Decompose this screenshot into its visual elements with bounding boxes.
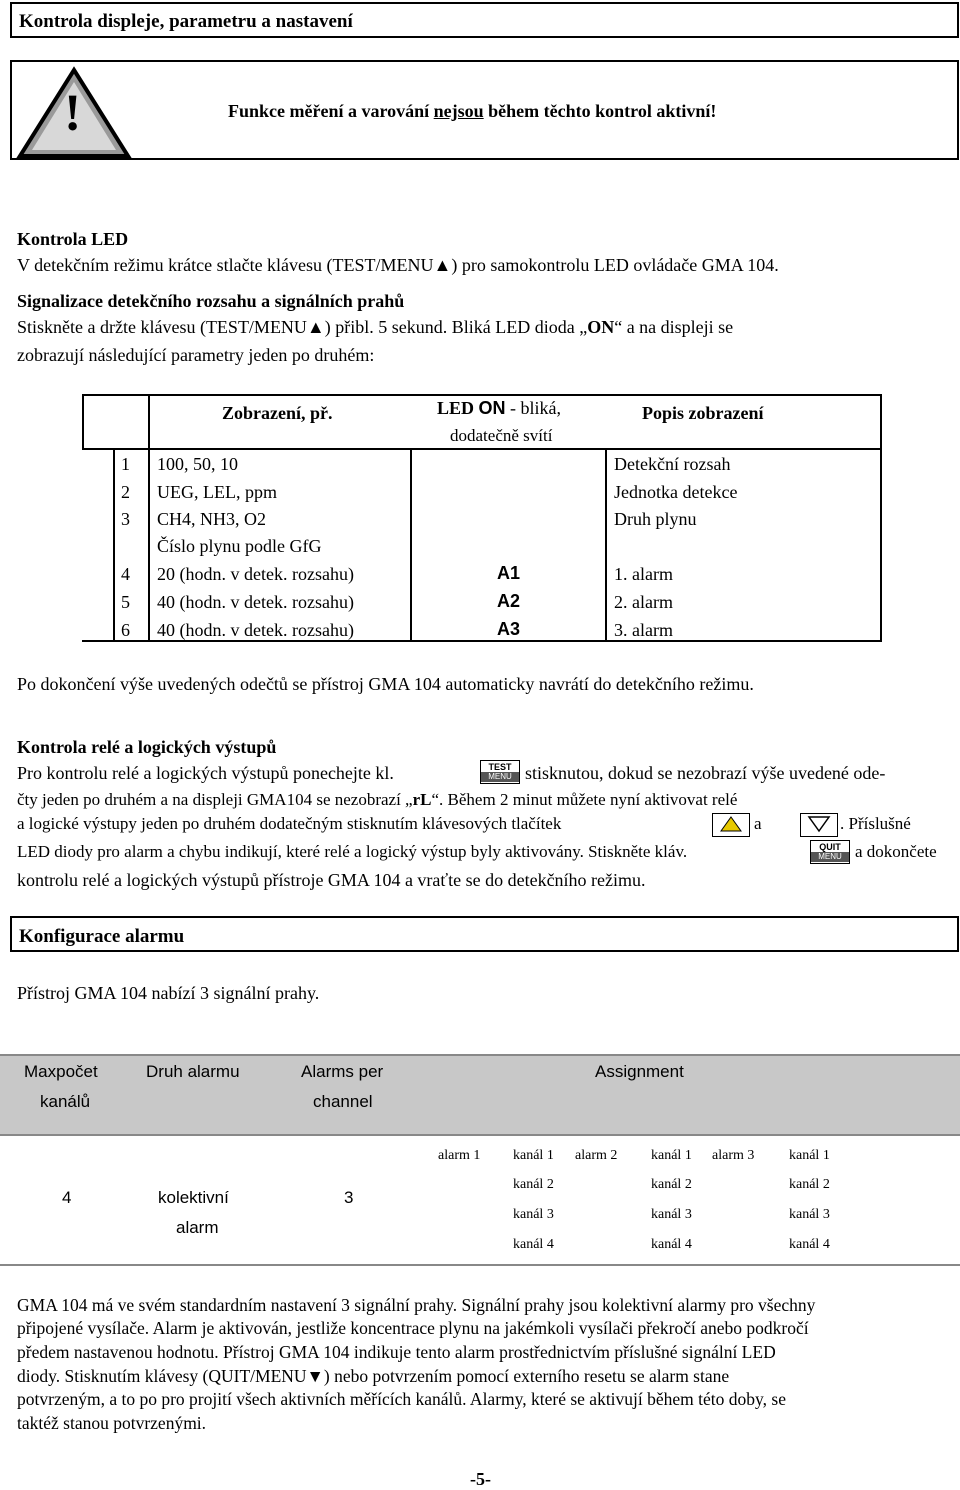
th-alarms-per-channel: Alarms per [301, 1062, 384, 1081]
down-key-icon [800, 813, 838, 837]
footer-line: připojené vysílače. Alarm je aktivován, jestliže koncentrace plynu na jakémkoli vysílači překročí anebo podkročí [17, 1318, 809, 1338]
th-desc: Popis zobrazení [642, 403, 764, 423]
th-max-channels: Maxpočet [24, 1062, 98, 1081]
cell-type-line2: alarm [176, 1218, 219, 1237]
led-check-heading: Kontrola LED [17, 229, 129, 249]
relay-line4-pre: LED diody pro alarm a chybu indikují, které relé a logický výstup byly aktivovány. Stiskněte kláv. [17, 842, 688, 861]
row-led: A1 [497, 563, 521, 583]
assign-cell: alarm 1 [438, 1148, 481, 1163]
assign-cell: kanál 4 [789, 1237, 830, 1252]
relay-line3-pre: a logické výstupy jeden po druhém dodatečným stisknutím klávesových tlačítek [17, 814, 562, 833]
row-num: 5 [121, 592, 130, 612]
th-alarm-type: Druh alarmu [146, 1062, 240, 1081]
relay-line4-post: a dokončete [855, 842, 937, 861]
row-display: 40 (hodn. v detek. rozsahu) [157, 592, 354, 612]
relay-line3-post: . Příslušné [840, 814, 911, 833]
assign-cell: kanál 1 [789, 1148, 830, 1163]
th-led-line2: dodatečně svítí [450, 426, 553, 445]
assign-cell: kanál 4 [651, 1237, 692, 1252]
relay-line1-pre: Pro kontrolu relé a logických výstupů ponechejte kl. [17, 763, 394, 783]
quit-menu-key-icon: QUIT MENU [810, 840, 850, 864]
footer-line: diody. Stisknutím klávesy (QUIT/MENU▼) nebo potvrzením pomocí externího resetu se alarm stane [17, 1366, 730, 1386]
footer-line: potvrzeným, a to po pro projití všech aktivních měřících kanálů. Alarmy, které se aktivují během této doby, se [17, 1389, 786, 1409]
page-number: -5- [470, 1469, 491, 1489]
row-num: 2 [121, 482, 130, 502]
assign-cell: kanál 1 [513, 1148, 554, 1163]
row-display: 20 (hodn. v detek. rozsahu) [157, 564, 354, 584]
row-num: 3 [121, 509, 130, 529]
th-alarms-per-channel-line2: channel [313, 1092, 373, 1111]
assign-cell: kanál 3 [789, 1207, 830, 1222]
assign-cell: kanál 2 [789, 1177, 830, 1192]
relay-line1-post: stisknutou, dokud se nezobrazí výše uvedené ode- [525, 763, 886, 783]
section-header-display [10, 2, 959, 38]
cell-type: kolektivní [158, 1188, 229, 1207]
row-num: 1 [121, 454, 130, 474]
relay-line5: kontrolu relé a logických výstupů přístroje GMA 104 a vraťte se do detekčního režimu. [17, 870, 646, 890]
footer-line: předem nastavenou hodnotu. Přístroj GMA 104 indikuje tento alarm prostřednictvím příslušné signální LED [17, 1342, 776, 1362]
row-num: 6 [121, 620, 130, 640]
section-title: Kontrola displeje, parametru a nastavení [19, 11, 353, 32]
th-assignment: Assignment [595, 1062, 684, 1081]
th-display: Zobrazení, př. [222, 403, 333, 423]
assign-cell: kanál 4 [513, 1237, 554, 1252]
table2-header-bg [0, 1054, 960, 1134]
row-display: 40 (hodn. v detek. rozsahu) [157, 620, 354, 640]
relay-line3-mid: a [754, 814, 762, 833]
row-num: 4 [121, 564, 130, 584]
row-led: A2 [497, 591, 521, 611]
warning-text: Funkce měření a varování nejsou během těchto kontrol aktivní! [228, 101, 717, 121]
warning-symbol: ! [64, 85, 82, 142]
th-max-channels-line2: kanálů [40, 1092, 91, 1111]
row-led: A3 [497, 619, 521, 639]
footer-line: GMA 104 má ve svém standardním nastavení 3 signální prahy. Signální prahy jsou kolektivní alarmy pro všechny [17, 1295, 816, 1315]
section-title: Konfigurace alarmu [19, 926, 185, 947]
relay-heading: Kontrola relé a logických výstupů [17, 737, 277, 757]
assign-cell: kanál 2 [651, 1177, 692, 1192]
relay-line2: čty jeden po druhém a na displeji GMA104 se nezobrazí „rL“. Během 2 minut můžete nyní aktivovat relé [17, 790, 738, 809]
row-display: UEG, LEL, ppm [157, 482, 277, 502]
th-led: LED ON - bliká, [437, 398, 562, 418]
range-signal-line2: zobrazují následující parametry jeden po druhém: [17, 345, 375, 365]
row-display: 100, 50, 10 [157, 454, 238, 474]
thresholds-line: Přístroj GMA 104 nabízí 3 signální prahy. [17, 983, 320, 1003]
footer-line: taktéž stanou potvrzenými. [17, 1413, 207, 1433]
warning-box [10, 60, 959, 160]
row-desc: Jednotka detekce [614, 482, 738, 502]
assign-cell: kanál 3 [513, 1207, 554, 1222]
up-key-icon [712, 813, 750, 837]
after-table-text: Po dokončení výše uvedených odečtů se přístroj GMA 104 automaticky navrátí do detekčního režimu. [17, 674, 754, 694]
cell-per: 3 [344, 1188, 354, 1207]
led-check-line: V detekčním režimu krátce stlačte klávesu (TEST/MENU▲) pro samokontrolu LED ovládače GMA 104. [17, 255, 779, 275]
section-header-alarm-config [10, 916, 959, 952]
assign-cell: alarm 2 [575, 1148, 618, 1163]
row-desc: Druh plynu [614, 509, 697, 529]
assign-cell: alarm 3 [712, 1148, 755, 1163]
test-menu-key-icon: TEST MENU [480, 760, 520, 784]
range-signal-line1: Stiskněte a držte klávesu (TEST/MENU▲) přibl. 5 sekund. Bliká LED dioda „ON“ a na displeji se [17, 317, 734, 337]
row-desc: 3. alarm [614, 620, 673, 640]
row-display: CH4, NH3, O2 [157, 509, 267, 529]
assign-cell: kanál 3 [651, 1207, 692, 1222]
row-display-line2: Číslo plynu podle GfG [157, 536, 322, 556]
assign-cell: kanál 1 [651, 1148, 692, 1163]
cell-max: 4 [62, 1188, 72, 1207]
range-signal-heading: Signalizace detekčního rozsahu a signálních prahů [17, 291, 405, 311]
assign-cell: kanál 2 [513, 1177, 554, 1192]
row-desc: 1. alarm [614, 564, 673, 584]
row-desc: Detekční rozsah [614, 454, 731, 474]
row-desc: 2. alarm [614, 592, 673, 612]
